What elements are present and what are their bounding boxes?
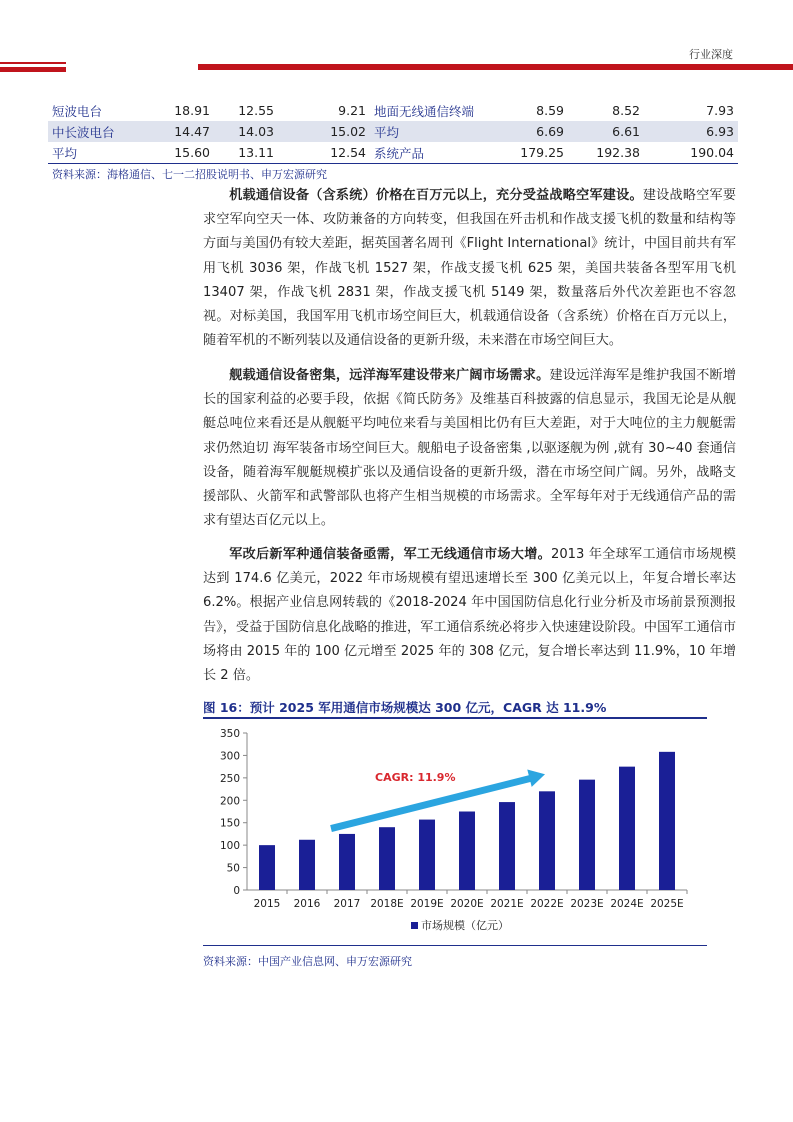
bar — [419, 820, 435, 890]
paragraph-market — [203, 543, 736, 688]
y-tick-label: 0 — [233, 885, 240, 897]
paragraph-body: 建设远洋海军是维护我国不断增长的国家利益的必要手段，依据《简氏防务》及维基百科披露的信息显示，我国无论是从舰艇总吨位来看还是从舰艇平均吨位来看与美国相比仍有巨大差距，对于大吨位的主力舰艇需求仍然迫切 海军装备市场空间巨大。舰船电子设备密集 ,以驱逐舰为例 ,就有 30~40 套通信设备，随着海军舰艇规模扩张以及通信设备的更新升级，潜在市场空间广阔。另外，战略支援部队、火箭军和武警部队也将产生相当规模的市场需求。全军每年对于无线通信产品的需求有望达百亿元以上。 — [203, 368, 736, 529]
cagr-annotation: CAGR: 11.9% — [375, 770, 456, 784]
cell: 18.91 — [174, 103, 210, 118]
table-bottom-rule — [48, 163, 738, 164]
cell: 12.54 — [330, 145, 366, 160]
y-tick-label: 150 — [219, 817, 240, 830]
cell: 13.11 — [238, 145, 274, 160]
y-tick-label: 100 — [219, 840, 240, 853]
row-label: 平均 — [52, 145, 78, 161]
cell: 6.61 — [568, 121, 644, 142]
bar — [579, 780, 595, 890]
x-tick-label: 2025E — [650, 898, 684, 910]
table-source: 资料来源：海格通信、七一二招股说明书、申万宏源研究 — [52, 168, 327, 181]
y-tick-label: 250 — [219, 772, 240, 785]
cell: 14.47 — [168, 121, 214, 142]
header-rule-left-thin — [0, 62, 66, 64]
legend-swatch — [411, 922, 418, 929]
paragraph-lead: 军改后新军种通信装备亟需，军工无线通信市场大增。 — [229, 547, 552, 562]
paragraph-body: 2013 年全球军工通信市场规模达到 174.6 亿美元，2022 年市场规模有望迅速增长至 300 亿美元以上，年复合增长率达 6.2%。根据产业信息网转载的《2018-2024 年中国国防信息化行业分析及市场前景预测报告》，受益于国防信息化战略的推进，军工通信系统必将步入快速建设阶段。中国军工通信市场将由 2015 年的 100 亿元增至 2025 年的 308 亿元，复合增长率达到 11.9%，10 年增长 2 倍。 — [203, 547, 737, 684]
legend-label: 市场规模（亿元） — [421, 919, 509, 932]
paragraph-body: 建设战略空军要求空军向空天一体、攻防兼备的方向转变，但我国在歼击机和作战支援飞机的数量和结构等方面与美国仍有较大差距，据英国著名周刊《Flight International》统计，中国目前共有军用飞机 3036 架，作战飞机 1527 架，作战支援飞机 625 架，美国共装备各型军用飞机 13407 架，作战飞机 2831 架，作战支援飞机 5149 架，数量落后外代次差距也不容忽视。对标美国，我国军用飞机市场空间巨大，机载通信设备（含系统）价格在百万元以上，随着军机的不断列装以及通信设备的更新升级，未来潜在市场空间巨大。 — [203, 188, 736, 349]
cell: 190.04 — [690, 145, 734, 160]
bar — [259, 845, 275, 890]
x-tick-label: 2020E — [450, 898, 484, 910]
bar — [339, 834, 355, 890]
x-tick-label: 2018E — [370, 898, 404, 910]
cell: 8.52 — [612, 103, 640, 118]
top-table — [48, 100, 738, 163]
cell: 8.59 — [536, 103, 564, 118]
bar — [499, 802, 515, 890]
paragraph-shipborne — [203, 364, 736, 533]
y-tick-label: 300 — [219, 750, 240, 763]
figure-title: 图 16：预计 2025 军用通信市场规模达 300 亿元，CAGR 达 11.9% — [203, 700, 607, 715]
bar — [659, 752, 675, 890]
table-row — [48, 100, 738, 121]
y-tick-label: 350 — [219, 728, 240, 740]
bar — [299, 840, 315, 890]
table-row — [48, 121, 738, 142]
cell: 12.55 — [238, 103, 274, 118]
header-tag: 行业深度 — [689, 48, 733, 61]
paragraph-airborne — [203, 184, 736, 353]
row-label: 平均 — [370, 121, 510, 142]
row-label: 中长波电台 — [48, 121, 168, 142]
trend-arrow-head — [527, 769, 545, 786]
paragraph-lead: 舰载通信设备密集，远洋海军建设带来广阔市场需求。 — [229, 368, 550, 383]
header-rule-left-thick — [0, 67, 66, 72]
figure-bottom-rule — [203, 945, 707, 946]
x-tick-label: 2016 — [293, 898, 321, 910]
cell: 7.93 — [706, 103, 734, 118]
cell: 6.69 — [510, 121, 568, 142]
cell: 179.25 — [520, 145, 564, 160]
x-tick-label: 2022E — [530, 898, 564, 910]
figure-top-rule — [203, 717, 707, 719]
bar — [619, 767, 635, 890]
row-label: 短波电台 — [52, 103, 103, 119]
table-row — [48, 142, 738, 163]
bar — [539, 791, 555, 890]
header-rule-right-thick — [198, 64, 793, 70]
row-label: 地面无线通信终端 — [374, 103, 475, 119]
paragraph-lead: 机载通信设备（含系统）价格在百万元以上，充分受益战略空军建设。 — [229, 188, 643, 203]
y-tick-label: 50 — [226, 862, 240, 875]
bar — [459, 812, 475, 891]
x-tick-label: 2019E — [410, 898, 444, 910]
bar-chart — [203, 722, 723, 947]
cell: 14.03 — [214, 121, 278, 142]
row-label: 系统产品 — [374, 145, 425, 161]
x-tick-label: 2021E — [490, 898, 524, 910]
y-tick-label: 200 — [219, 795, 240, 808]
cell: 15.60 — [174, 145, 210, 160]
x-tick-label: 2017 — [333, 898, 361, 910]
bar — [379, 827, 395, 890]
cell: 15.02 — [278, 121, 370, 142]
cell: 6.93 — [644, 121, 738, 142]
cell: 9.21 — [338, 103, 366, 118]
x-tick-label: 2015 — [253, 898, 281, 910]
x-tick-label: 2024E — [610, 898, 644, 910]
x-tick-label: 2023E — [570, 898, 604, 910]
figure-source: 资料来源：中国产业信息网、申万宏源研究 — [203, 955, 412, 968]
cell: 192.38 — [596, 145, 640, 160]
